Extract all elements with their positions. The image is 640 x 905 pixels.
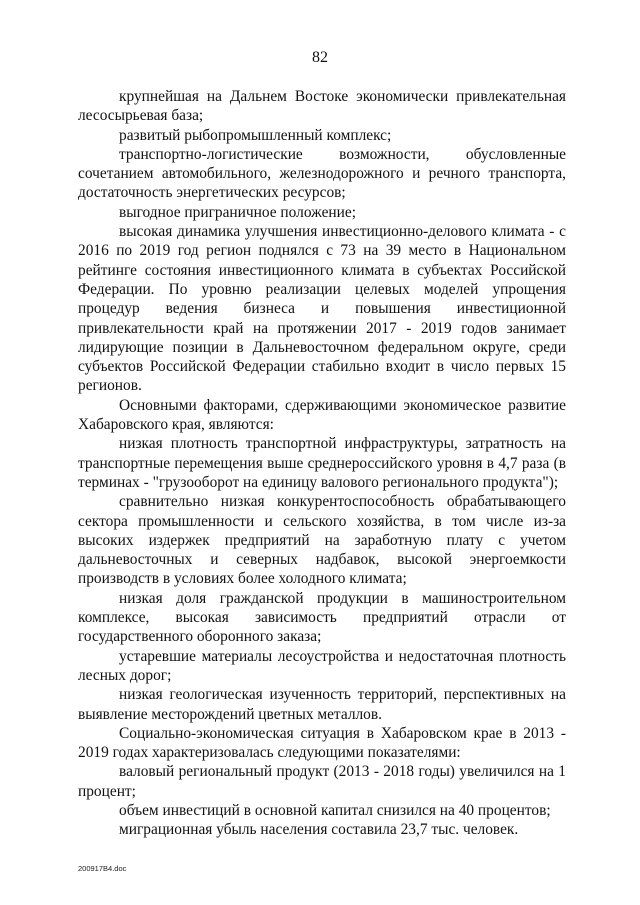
paragraph-grp-growth: валовый региональный продукт (2013 - 2018 годы) увеличился на 1 процент; [78, 763, 566, 800]
paragraph-fishing-complex: развитый рыбопромышленный комплекс; [119, 126, 392, 144]
page-number: 82 [312, 49, 328, 66]
paragraph-investment-decline: объем инвестиций в основной капитал снизился на 40 процентов; [119, 801, 551, 819]
paragraph-transport-logistics: транспортно-логистические возможности, обусловленные сочетанием автомобильного, железнодорожного и речного транспорта, достаточность энергетических ресурсов; [78, 145, 566, 202]
document-body [78, 87, 566, 840]
paragraph-forest-resource-base: крупнейшая на Дальнем Востоке экономически привлекательная лесосырьевая база; [78, 88, 566, 125]
paragraph-transport-infrastructure: низкая плотность транспортной инфраструктуры, затратность на транспортные перемещения выше среднероссийского уровня в 4,7 раза (в терминах - "грузооборот на единицу валового регионального продукта"); [78, 435, 566, 491]
document-filename-footer: 200917В4.doc [78, 864, 127, 873]
paragraph-geological-study: низкая геологическая изученность территорий, перспективных на выявление месторождений цветных металлов. [78, 686, 566, 723]
paragraph-constraining-factors-intro: Основными факторами, сдерживающими экономическое развитие Хабаровского края, являются: [78, 396, 566, 434]
paragraph-border-position: выгодное приграничное положение; [119, 203, 356, 221]
paragraph-civil-production-share: низкая доля гражданской продукции в машиностроительном комплексе, высокая зависимость предприятий отрасли от государственного оборонного заказа; [78, 589, 566, 646]
paragraph-competitiveness: сравнительно низкая конкурентоспособность обрабатывающего сектора промышленности и сельского хозяйства, в том числе из-за высоких издержек предприятий на заработную плату с учетом дальневосточных и северных надбавок, высокой энергоемкости производств в условиях более холодного климата; [78, 493, 566, 588]
paragraph-socioeconomic-intro: Социально-экономическая ситуация в Хабаровском крае в 2013 - 2019 годах характеризовалась следующими показателями: [78, 724, 566, 762]
paragraph-migration-loss: миграционная убыль населения составила 23,7 тыс. человек. [119, 821, 519, 839]
paragraph-forest-management: устаревшие материалы лесоустройства и недостаточная плотность лесных дорог; [78, 647, 566, 684]
paragraph-investment-climate: высокая динамика улучшения инвестиционно-делового климата - с 2016 по 2019 год регион поднялся с 73 на 39 место в Национальном рейтинге состояния инвестиционного климата в субъектах Российской Федерации. По уровню реализации целевых моделей упрощения процедур ведения бизнеса и повышения инвестиционной привлекательности край на протяжении 2017 - 2019 годов занимает лидирующие позиции в Дальневосточном федеральном округе, среди субъектов Российской Федерации стабильно входит в число первых 15 регионов. [78, 223, 566, 395]
